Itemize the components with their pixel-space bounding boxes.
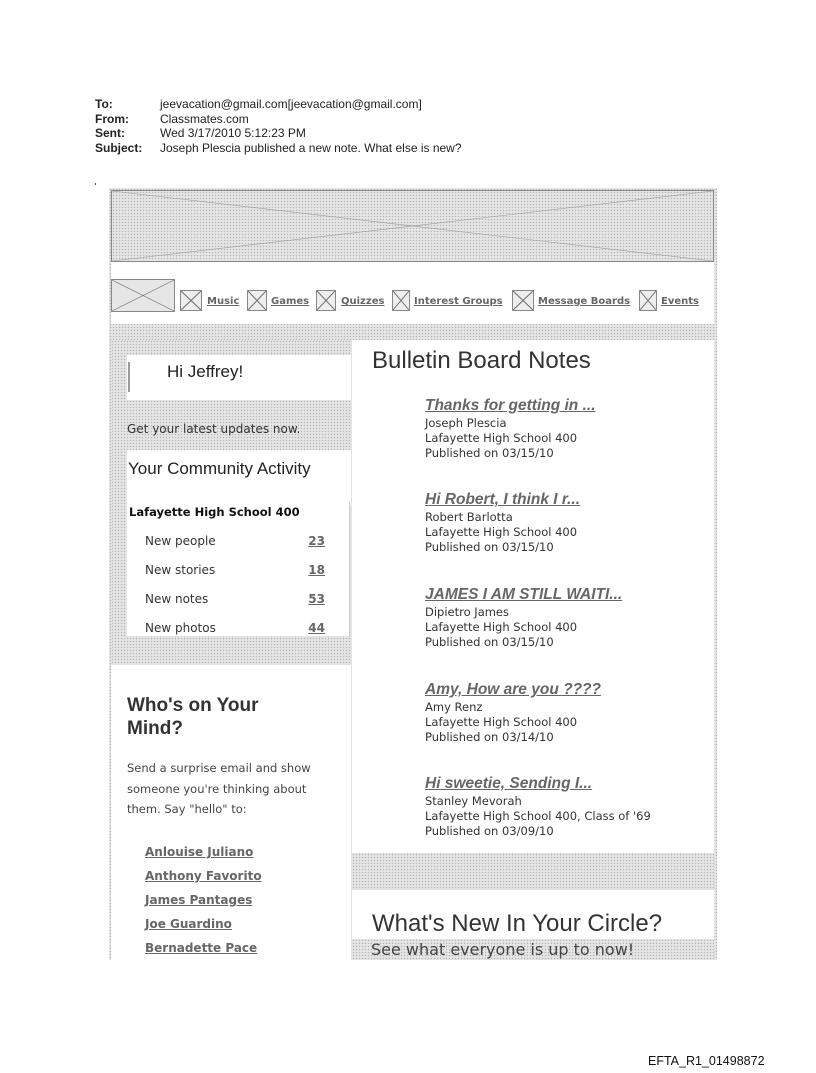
sent-value: Wed 3/17/2010 5:12:23 PM <box>160 126 306 140</box>
from-value: Classmates.com <box>160 111 249 126</box>
updates-text: Get your latest updates now. <box>127 422 301 436</box>
games-icon[interactable] <box>247 290 267 311</box>
stat-count-link[interactable]: 23 <box>308 534 325 548</box>
whos-on-your-mind-title: Who's on Your Mind? <box>127 695 259 739</box>
events-icon[interactable] <box>639 290 657 311</box>
stat-row <box>145 534 325 550</box>
broken-image-icon <box>112 280 174 311</box>
interest-groups-icon[interactable] <box>392 290 410 311</box>
greeting: Hi Jeffrey! <box>167 362 244 381</box>
stat-row <box>145 563 325 579</box>
note-school: Lafayette High School 400 <box>425 524 578 539</box>
nav-interest-groups[interactable]: Interest Groups <box>414 296 503 307</box>
to-value: jeevacation@gmail.com[jeevacation@gmail.com] <box>160 97 422 111</box>
note-author: Joseph Plescia <box>425 416 507 430</box>
note-author: Amy Renz <box>425 700 483 714</box>
note-date: Published on 03/14/10 <box>425 729 554 744</box>
nav-music[interactable]: Music <box>207 296 240 307</box>
broken-image-icon <box>317 291 335 310</box>
quizzes-icon[interactable] <box>316 290 336 311</box>
subject-label: Subject: <box>95 140 143 155</box>
message-boards-icon[interactable] <box>512 290 534 311</box>
note-author: Stanley Mevorah <box>425 794 522 808</box>
note-school: Lafayette High School 400, Class of '69 <box>425 808 651 823</box>
subject-value: Joseph Plescia published a new note. What else is new? <box>160 140 462 155</box>
stat-row <box>145 592 325 608</box>
note-title-link[interactable]: Thanks for getting in ... <box>425 397 596 414</box>
note-date: Published on 03/15/10 <box>425 539 554 554</box>
email-header <box>95 97 462 155</box>
bulletin-board-title: Bulletin Board Notes <box>372 347 591 374</box>
note-author: Dipietro James <box>425 605 510 619</box>
stat-label: New stories <box>145 563 216 577</box>
note-date: Published on 03/15/10 <box>425 445 554 460</box>
broken-image-icon <box>112 191 713 261</box>
broken-image-icon <box>248 291 266 310</box>
broken-image-icon <box>181 291 201 310</box>
logo-image-placeholder[interactable] <box>111 279 175 312</box>
note-school: Lafayette High School 400 <box>425 714 578 729</box>
stat-label: New notes <box>145 592 209 606</box>
friend-link[interactable]: Joe Guardino <box>145 917 232 931</box>
greeting-divider <box>128 362 130 392</box>
stat-count-link[interactable]: 44 <box>308 621 325 635</box>
friend-link[interactable]: Bernadette Pace <box>145 941 258 955</box>
friend-link[interactable]: Anthony Favorito <box>145 869 262 883</box>
friend-link[interactable]: James Pantages <box>145 893 253 907</box>
nav-quizzes[interactable]: Quizzes <box>341 296 385 307</box>
nav-events[interactable]: Events <box>661 296 699 307</box>
note-school: Lafayette High School 400 <box>425 430 578 445</box>
bulletin-note <box>425 585 705 649</box>
music-icon[interactable] <box>180 290 202 311</box>
stat-label: New people <box>145 534 216 548</box>
whats-new-title: What's New In Your Circle? <box>372 910 663 937</box>
section-divider <box>352 853 714 890</box>
note-title-link[interactable]: Amy, How are you ???? <box>425 681 601 698</box>
stat-row <box>145 621 325 637</box>
broken-image-icon <box>393 291 409 310</box>
whos-on-your-mind-text: Send a surprise email and show someone you're thinking about them. Say "hello" to: <box>127 761 311 816</box>
note-school: Lafayette High School 400 <box>425 619 578 634</box>
nav-message-boards[interactable]: Message Boards <box>538 296 631 307</box>
note-title-link[interactable]: Hi sweetie, Sending I... <box>425 775 593 792</box>
to-label: To: <box>95 97 113 111</box>
stat-label: New photos <box>145 621 216 635</box>
banner-image-placeholder <box>111 190 714 262</box>
school-name: Lafayette High School 400 <box>129 505 300 519</box>
community-activity-title: Your Community Activity <box>128 459 311 478</box>
note-title-link[interactable]: Hi Robert, I think I r... <box>425 491 581 508</box>
stat-count-link[interactable]: 53 <box>308 592 325 606</box>
note-author: Robert Barlotta <box>425 510 513 524</box>
whats-new-subtitle: See what everyone is up to now! <box>371 940 635 959</box>
from-label: From: <box>95 111 129 126</box>
note-date: Published on 03/15/10 <box>425 634 554 649</box>
bulletin-note <box>425 774 705 838</box>
document-id: EFTA_R1_01498872 <box>648 1054 765 1068</box>
friend-link[interactable]: Anlouise Juliano <box>145 845 254 859</box>
stray-dot <box>95 183 96 185</box>
note-date: Published on 03/09/10 <box>425 823 554 838</box>
note-title-link[interactable]: JAMES I AM STILL WAITI... <box>425 586 623 603</box>
sent-label: Sent: <box>95 126 125 140</box>
nav-games[interactable]: Games <box>271 296 310 307</box>
bulletin-note <box>425 680 705 744</box>
bulletin-note <box>425 490 705 554</box>
bulletin-note <box>425 396 705 460</box>
stat-count-link[interactable]: 18 <box>308 563 325 577</box>
broken-image-icon <box>513 291 533 310</box>
broken-image-icon <box>640 291 656 310</box>
